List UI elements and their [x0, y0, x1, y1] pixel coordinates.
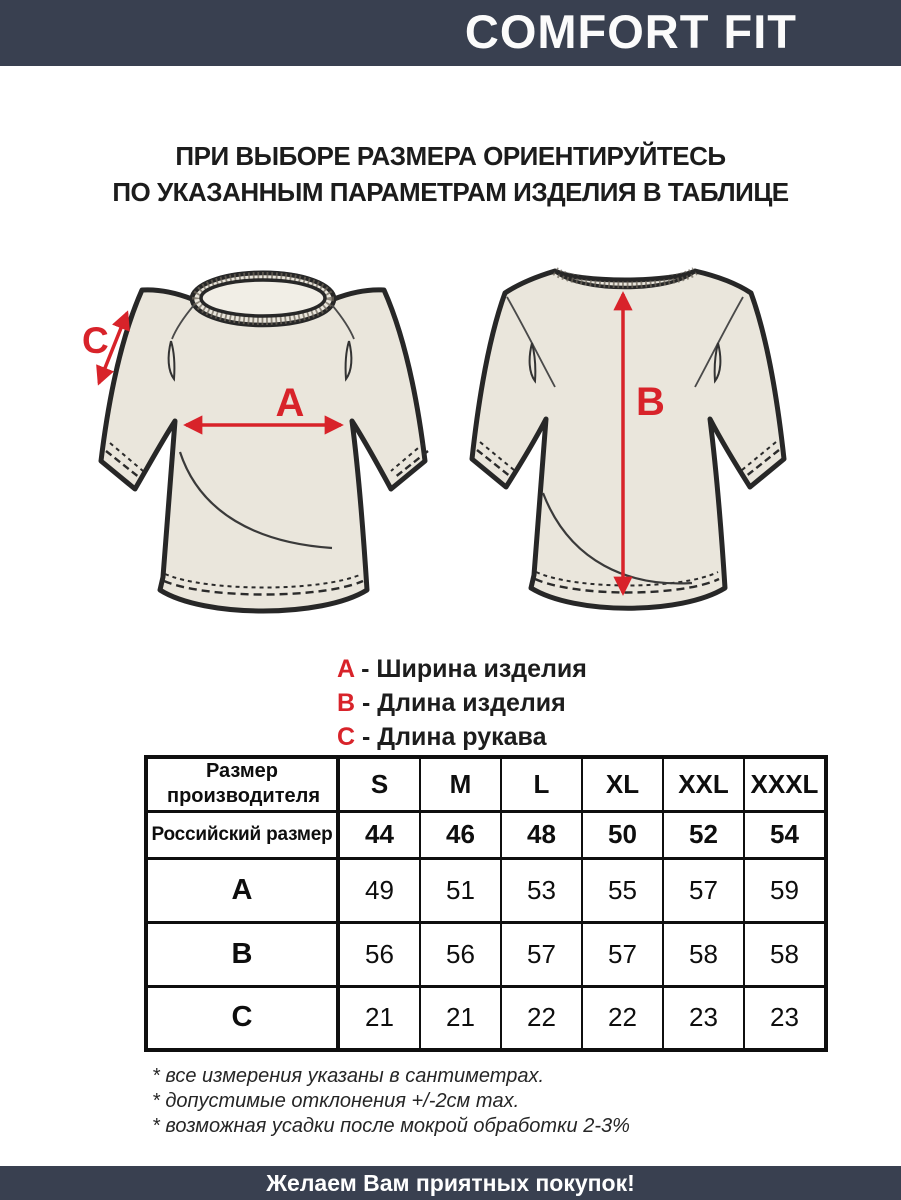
table-cell: 21	[338, 986, 420, 1050]
tshirt-front-diagram	[82, 245, 452, 620]
col-header-manufacturer-size: Размер производителя	[146, 757, 338, 811]
table-cell: 50	[582, 811, 663, 858]
size-table	[144, 755, 828, 1052]
tshirt-back-diagram	[455, 245, 825, 620]
russian-size-label: Российский размер	[146, 811, 338, 858]
measurement-label-a: A	[275, 381, 305, 425]
shirt-diagrams	[82, 245, 825, 620]
footnote-2: * допустимые отклонения +/-2см max.	[152, 1090, 520, 1112]
measurement-legend	[337, 652, 587, 754]
col-header-l: L	[501, 757, 582, 811]
table-cell: 57	[663, 858, 744, 922]
table-cell: 56	[420, 922, 501, 986]
table-cell: 57	[501, 922, 582, 986]
tshirt-back-body	[472, 271, 784, 608]
russian-size-row	[146, 811, 826, 858]
col-header-xl: XL	[582, 757, 663, 811]
legend-item-b	[337, 686, 587, 720]
footnote-1: * все измерения указаны в сантиметрах.	[152, 1065, 545, 1087]
legend-item-a	[337, 652, 587, 686]
size-table-header-row	[146, 757, 826, 811]
table-cell: 56	[338, 922, 420, 986]
legend-key-b: B	[337, 689, 356, 717]
table-cell: 23	[744, 986, 826, 1050]
table-cell: 48	[501, 811, 582, 858]
collar-inner-edge	[201, 280, 325, 316]
table-cell: 52	[663, 811, 744, 858]
intro-heading	[0, 138, 901, 210]
table-cell: 44	[338, 811, 420, 858]
legend-key-a: A	[337, 655, 355, 683]
legend-item-c	[337, 720, 587, 754]
col-header-s: S	[338, 757, 420, 811]
table-cell: 23	[663, 986, 744, 1050]
intro-line-1: ПРИ ВЫБОРЕ РАЗМЕРА ОРИЕНТИРУЙТЕСЬ	[175, 141, 726, 171]
intro-line-2: ПО УКАЗАННЫМ ПАРАМЕТРАМ ИЗДЕЛИЯ В ТАБЛИЦЕ	[112, 177, 789, 207]
measurement-row-a	[146, 858, 826, 922]
table-cell: 49	[338, 858, 420, 922]
legend-text-c: - Длина рукава	[362, 723, 547, 751]
table-cell: 21	[420, 986, 501, 1050]
row-label-c: C	[146, 986, 338, 1050]
table-cell: 55	[582, 858, 663, 922]
legend-key-c: C	[337, 723, 356, 751]
table-cell: 57	[582, 922, 663, 986]
table-cell: 51	[420, 858, 501, 922]
legend-text-a: - Ширина изделия	[361, 655, 587, 683]
table-cell: 22	[501, 986, 582, 1050]
measurement-row-c	[146, 986, 826, 1050]
footnote-3: * возможная усадки после мокрой обработки 2-3%	[152, 1115, 630, 1137]
table-cell: 46	[420, 811, 501, 858]
row-label-a: A	[146, 858, 338, 922]
table-cell: 54	[744, 811, 826, 858]
measurement-label-c: C	[82, 320, 109, 361]
table-cell: 59	[744, 858, 826, 922]
footer-message: Желаем Вам приятных покупок!	[266, 1170, 635, 1196]
table-cell: 58	[744, 922, 826, 986]
footnotes	[152, 1064, 630, 1139]
footer-bar	[0, 1166, 901, 1200]
brand-title: COMFORT FIT	[464, 5, 797, 58]
col-header-xxxl: XXXL	[744, 757, 826, 811]
header-bar	[0, 0, 901, 66]
table-cell: 58	[663, 922, 744, 986]
col-header-xxl: XXL	[663, 757, 744, 811]
row-label-b: B	[146, 922, 338, 986]
measurement-label-b: B	[636, 380, 665, 424]
col-header-m: M	[420, 757, 501, 811]
legend-text-b: - Длина изделия	[362, 689, 566, 717]
table-cell: 22	[582, 986, 663, 1050]
table-cell: 53	[501, 858, 582, 922]
measurement-row-b	[146, 922, 826, 986]
